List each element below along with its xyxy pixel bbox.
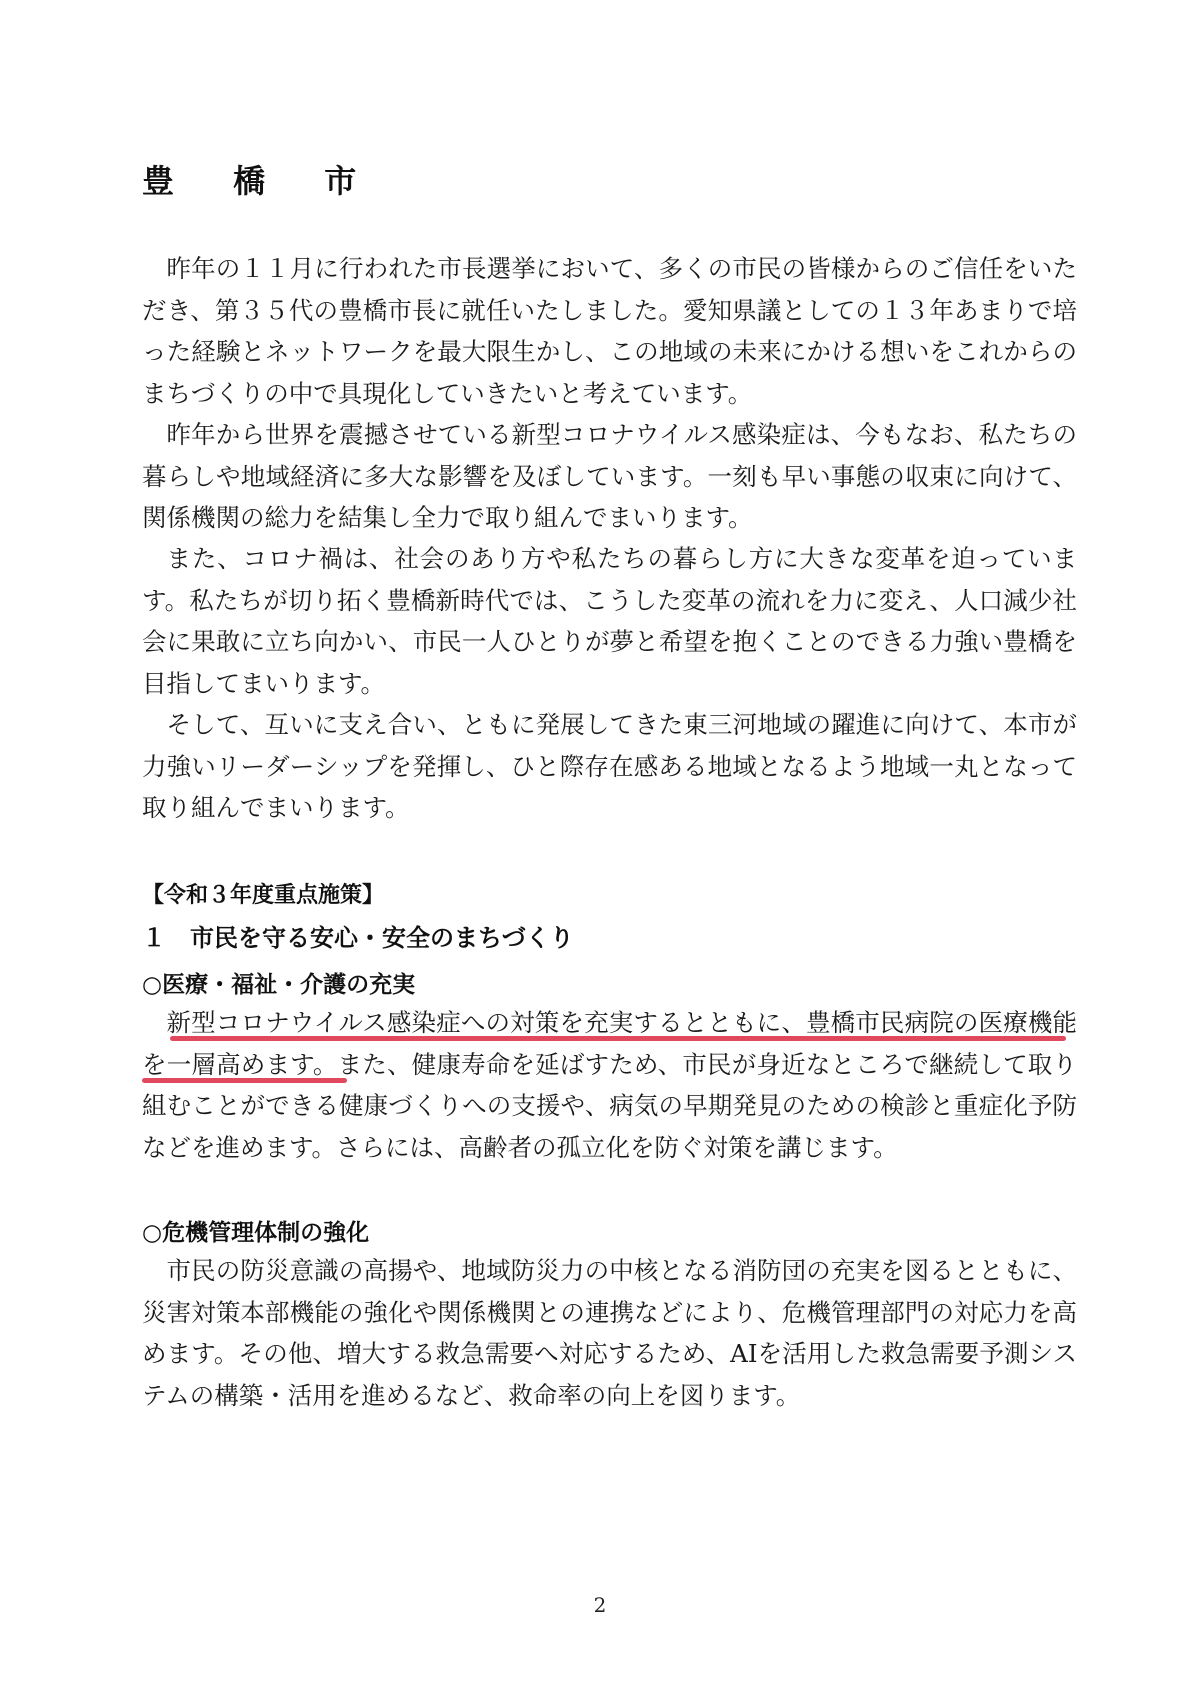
page-title: 豊 橋 市	[142, 162, 381, 200]
intro-paragraph-1: 昨年の１１月に行われた市長選挙において、多くの市民の皆様からのご信任をいただき、第３５代の豊橋市長に就任いたしました。愛知県議としての１３年あまりで培った経験とネットワークを最大限生かし、この地域の未来にかける想いをこれからのまちづくりの中で具現化していきたいと考えています。	[142, 254, 1077, 408]
priority-heading: 【令和３年度重点施策】	[142, 883, 385, 908]
page-number: 2	[593, 1593, 607, 1617]
section-heading: １ 市民を守る安心・安全のまちづくり	[142, 924, 574, 952]
intro-paragraph-4: そして、互いに支え合い、ともに発展してきた東三河地域の躍進に向けて、本市が力強いリーダーシップを発揮し、ひと際存在感ある地域となるよう地域一丸となって取り組んでまいります。	[142, 710, 1077, 822]
medical-welfare-heading: ○医療・福祉・介護の充実	[142, 971, 416, 998]
medical-welfare-paragraph: 新型コロナウイルス感染症への対策を充実するとともに、豊橋市民病院の医療機能を一層高めます。また、健康寿命を延ばすため、市民が身近なところで継続して取り組むことができる健康づくりへの支援や、病気の早期発見のための検診と重症化予防などを進めます。さらには、高齢者の孤立化を防ぐ対策を講じます。	[142, 1008, 1077, 1162]
crisis-management-heading: ○危機管理体制の強化	[142, 1219, 370, 1246]
intro-paragraph-3: また、コロナ禍は、社会のあり方や私たちの暮らし方に大きな変革を迫っています。私たちが切り拓く豊橋新時代では、こうした変革の流れを力に変え、人口減少社会に果敢に立ち向かい、市民一人ひとりが夢と希望を抱くことのできる力強い豊橋を目指してまいります。	[142, 544, 1077, 698]
crisis-management-paragraph: 市民の防災意識の高揚や、地域防災力の中核となる消防団の充実を図るとともに、災害対策本部機能の強化や関係機関との連携などにより、危機管理部門の対応力を高めます。その他、増大する救急需要へ対応するため、AIを活用した救急需要予測システムの構築・活用を進めるなど、救命率の向上を図ります。	[142, 1256, 1077, 1410]
intro-paragraph-2: 昨年から世界を震撼させている新型コロナウイルス感染症は、今もなお、私たちの暮らしや地域経済に多大な影響を及ぼしています。一刻も早い事態の収束に向けて、関係機関の総力を結集し全力で取り組んでまいります。	[142, 420, 1077, 532]
